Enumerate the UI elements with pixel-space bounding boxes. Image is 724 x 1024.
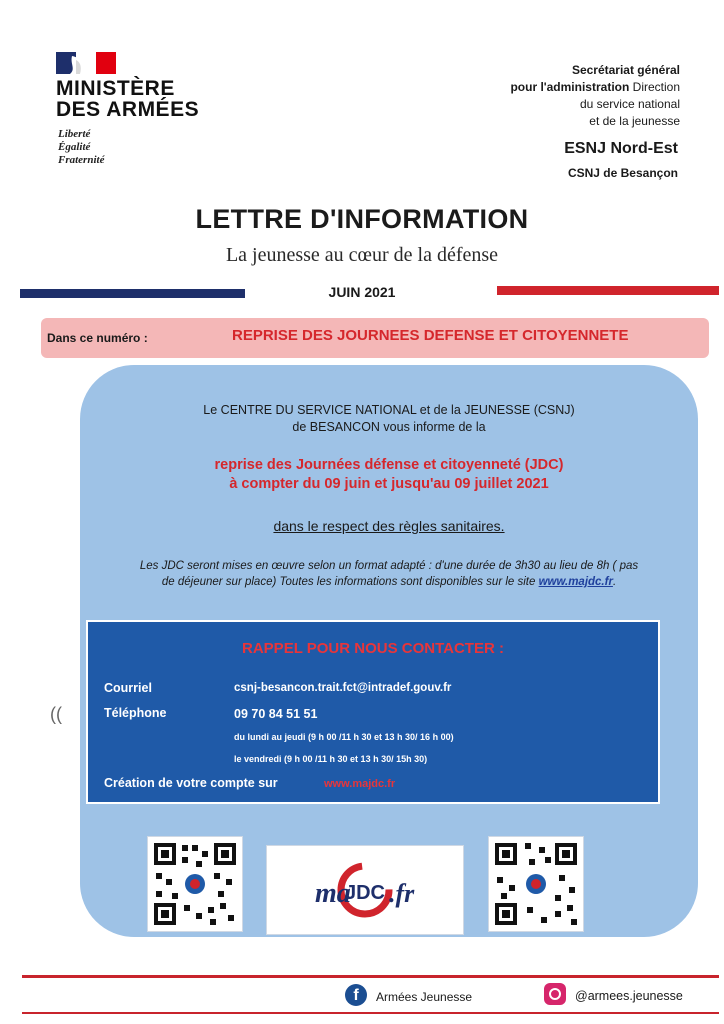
page-subtitle: La jeunesse au cœur de la défense xyxy=(225,244,499,266)
qr-code-icon xyxy=(489,837,583,931)
telephone-label: Téléphone xyxy=(104,706,167,720)
page-title: LETTRE D'INFORMATION xyxy=(195,204,529,234)
instagram-handle[interactable]: @armees.jeunesse xyxy=(575,989,683,1003)
courriel-value[interactable]: csnj-besancon.trait.fct@intradef.gouv.fr xyxy=(234,682,452,694)
qr-code-left[interactable] xyxy=(147,836,243,932)
majdc-jdc-text: JDC xyxy=(344,882,386,904)
footer-line-bottom xyxy=(22,1012,719,1014)
reprise-announcement: reprise des Journées défense et citoyenneté (JDC) à compter du 09 juin et jusqu'au 09 juillet 2021 xyxy=(214,457,564,492)
banner-label: Dans ce numéro : xyxy=(47,331,148,345)
facebook-icon[interactable]: f xyxy=(345,984,367,1006)
format-note: Les JDC seront mises en œuvre selon un format adapté : d'une durée de 3h30 au lieu de 8h ( pas de déjeuner sur place) Toutes les informations sont disponibles sur le site www.majdc.fr. xyxy=(139,560,639,588)
majdc-fr-text: .fr xyxy=(389,879,415,908)
telephone-value[interactable]: 09 70 84 51 51 xyxy=(234,707,318,721)
banner-title: REPRISE DES JOURNEES DEFENSE ET CITOYENNETE xyxy=(232,327,629,344)
majdc-link[interactable]: www.majdc.fr xyxy=(538,576,613,588)
sanitary-note: dans le respect des règles sanitaires. xyxy=(273,518,505,534)
ministry-name: MINISTÈRE DES ARMÉES xyxy=(56,77,200,121)
qr-code-right[interactable] xyxy=(488,836,584,932)
esnj-name: ESNJ Nord-Est xyxy=(564,140,678,157)
footer-line-top xyxy=(22,975,719,978)
qr-code-icon xyxy=(148,837,242,931)
instagram-icon[interactable] xyxy=(544,983,566,1005)
issue-date: JUIN 2021 xyxy=(328,284,396,300)
majdc-ma-text: ma xyxy=(315,878,351,909)
csnj-name: CSNJ de Besançon xyxy=(567,166,678,180)
pen-mark: (( xyxy=(50,704,62,724)
marianne-flag-icon xyxy=(56,52,116,74)
majdc-logo-icon xyxy=(267,846,463,934)
facebook-handle[interactable]: Armées Jeunesse xyxy=(376,990,473,1004)
republic-motto: Liberté Égalité Fraternité xyxy=(58,128,105,166)
majdc-logo xyxy=(266,845,464,935)
intro-text: Le CENTRE DU SERVICE NATIONAL et de la JEUNESSE (CSNJ) de BESANCON vous informe de la xyxy=(203,403,575,434)
hours-friday: le vendredi (9 h 00 /11 h 30 et 13 h 30/ 15h 30) xyxy=(234,754,428,764)
hours-weekdays: du lundi au jeudi (9 h 00 /11 h 30 et 13 h 30/ 16 h 00) xyxy=(234,732,454,742)
account-link[interactable]: www.majdc.fr xyxy=(324,778,396,790)
courriel-label: Courriel xyxy=(104,681,152,695)
contact-title: RAPPEL POUR NOUS CONTACTER : xyxy=(242,640,504,657)
department-header: Secrétariat général pour l'administration Direction du service national et de la jeunesse xyxy=(510,63,680,128)
account-label: Création de votre compte sur xyxy=(104,776,278,790)
